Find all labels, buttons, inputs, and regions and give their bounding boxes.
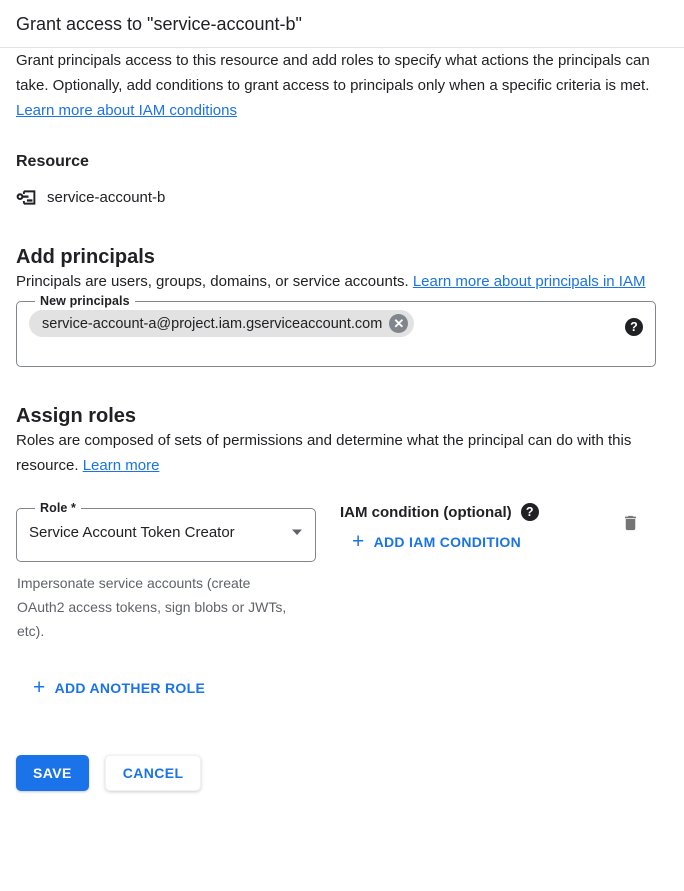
assign-roles-heading: Assign roles — [16, 405, 137, 427]
add-principals-text: Principals are users, groups, domains, or service accounts. — [16, 273, 413, 290]
add-role-row — [33, 676, 668, 699]
iam-condition-column — [340, 501, 539, 553]
role-select[interactable] — [29, 515, 303, 549]
plus-icon: + — [33, 676, 46, 699]
role-select-field[interactable] — [16, 501, 316, 562]
service-account-icon — [16, 187, 37, 208]
role-row — [16, 501, 668, 643]
plus-icon: + — [352, 530, 365, 553]
assign-roles-text: Roles are composed of sets of permissions and determine what the principal can do with this resource. — [16, 432, 632, 474]
add-another-role-label: ADD ANOTHER ROLE — [54, 680, 206, 696]
delete-role-button[interactable] — [621, 513, 640, 536]
resource-name: service-account-b — [47, 189, 166, 206]
resource-heading: Resource — [16, 153, 89, 170]
principals-learn-more-link[interactable]: Learn more about principals in IAM — [412, 273, 646, 290]
new-principals-label: New principals — [40, 294, 130, 308]
save-button[interactable]: SAVE — [16, 755, 89, 791]
trash-icon — [621, 513, 640, 533]
iam-condition-label: IAM condition (optional) — [340, 503, 512, 521]
principal-chip-text: service-account-a@project.iam.gserviceaccount.com — [42, 315, 383, 332]
iam-conditions-link[interactable]: Learn more about IAM conditions — [16, 102, 237, 119]
roles-learn-more-link[interactable]: Learn more — [82, 457, 160, 474]
principals-help-icon[interactable]: ? — [625, 318, 643, 336]
assign-roles-description — [16, 428, 668, 478]
iam-condition-label-row — [340, 503, 539, 521]
role-label: Role * — [40, 501, 77, 515]
add-principals-heading: Add principals — [16, 246, 155, 268]
dialog-actions — [16, 755, 668, 791]
role-selected-value: Service Account Token Creator — [29, 523, 235, 541]
new-principals-input-area[interactable] — [29, 308, 643, 354]
role-description: Impersonate service accounts (create OAuth2 access tokens, sign blobs or JWTs, etc). — [17, 575, 287, 639]
add-iam-condition-label: ADD IAM CONDITION — [373, 534, 522, 550]
chip-remove-icon[interactable]: ✕ — [389, 314, 408, 333]
new-principals-field[interactable] — [16, 294, 656, 367]
dialog-title: Grant access to "service-account-b" — [16, 14, 302, 34]
iam-condition-help-icon[interactable]: ? — [521, 503, 539, 521]
role-column — [16, 501, 316, 643]
resource-row — [16, 187, 668, 208]
dropdown-arrow-icon — [291, 528, 303, 536]
add-another-role-button[interactable] — [33, 676, 206, 699]
intro-text: Grant principals access to this resource and add roles to specify what actions the principals can take. Optionally, add conditions to grant access to principals only when a specific criteria is met. — [16, 52, 650, 94]
cancel-button[interactable]: CANCEL — [105, 755, 202, 791]
dialog-content — [0, 48, 684, 791]
add-principals-description — [16, 269, 668, 294]
add-iam-condition-button[interactable] — [352, 530, 522, 553]
principal-chip — [29, 310, 414, 337]
intro-paragraph — [16, 48, 668, 123]
